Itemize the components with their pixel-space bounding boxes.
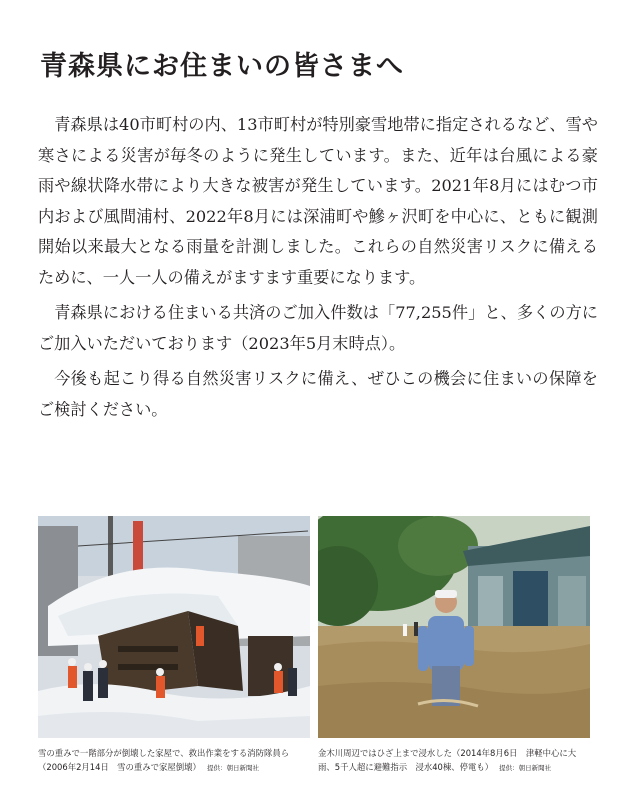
photo-credit: 提供：朝日新聞社 bbox=[499, 764, 552, 772]
caption-text: 雪の重みで一階部分が倒壊した家屋で、救出作業をする消防隊員ら（2006年2月14日 雪の重みで家屋倒壊） bbox=[38, 748, 290, 772]
flood-photo bbox=[318, 516, 590, 738]
paragraph-1: 青森県は40市町村の内、13市町村が特別豪雪地帯に指定されるなど、雪や寒さによる災害が毎冬のように発生しています。また、近年は台風による豪雨や線状降水帯により大きな被害が発生しています。2021年8月にはむつ市内および風間浦村、2022年8月には深浦町や鰺ヶ沢町を中心に、ともに観測開始以来最大となる雨量を計測しました。これらの自然災害リスクに備えるために、一人一人の備えがますます重要になります。 bbox=[38, 115, 598, 287]
body-text bbox=[38, 110, 598, 430]
photo-caption-left bbox=[38, 746, 312, 775]
paragraph-2: 青森県における住まいる共済のご加入件数は「77,255件」と、多くの方にご加入いただいております（2023年5月末時点）。 bbox=[38, 303, 598, 353]
page-title: 青森県にお住まいの皆さまへ bbox=[40, 51, 404, 82]
caption-text: 金木川周辺ではひざ上まで浸水した（2014年8月6日 津軽中心に大雨、5千人超に避難指示 浸水40棟、停電も） bbox=[318, 748, 577, 772]
photo-credit: 提供：朝日新聞社 bbox=[206, 764, 259, 772]
photo-caption-right bbox=[318, 746, 592, 775]
snow-collapse-photo bbox=[38, 516, 310, 738]
paragraph-3: 今後も起こり得る自然災害リスクに備え、ぜひこの機会に住まいの保障をご検討ください。 bbox=[38, 369, 598, 419]
